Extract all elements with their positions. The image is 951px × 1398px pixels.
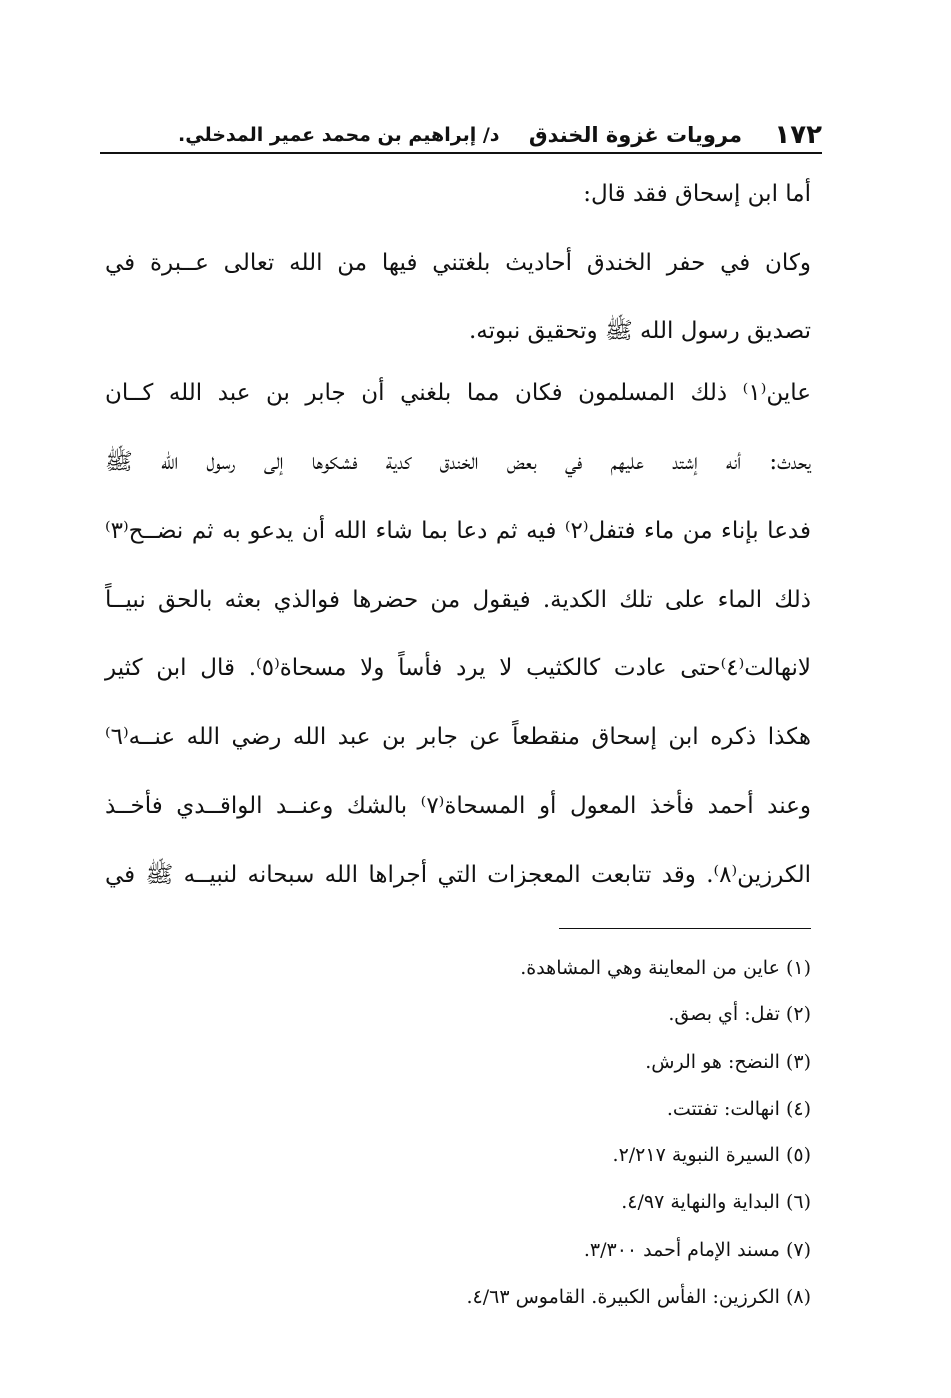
footnote: (٣) النضح: هو الرش.	[645, 1051, 811, 1073]
body-line: ذلك الماء على تلك الكدية. فيقول من حضرها فوالذي بعثه بالحق نبيــاً	[105, 587, 811, 613]
book-title: مرويات غزوة الخندق	[528, 123, 742, 147]
body-line: تصديق رسول الله ﷺ وتحقيق نبوته.	[468, 318, 811, 344]
author-name: د/ إبراهيم بن محمد عمير المدخلي.	[178, 124, 500, 146]
footnote: (٦) البداية والنهاية ٤/٩٧.	[621, 1191, 811, 1213]
body-line: وكان في حفر الخندق أحاديث بلغتني فيها من الله تعالى عــبرة في	[105, 250, 811, 276]
body-line: هكذا ذكره ابن إسحاق منقطعاً عن جابر بن عبد الله رضي الله عنــه⁽٦⁾	[105, 724, 811, 750]
body-line: أما ابن إسحاق فقد قال:	[583, 181, 811, 207]
footnote: (٧) مسند الإمام أحمد ٣/٣٠٠.	[583, 1239, 811, 1261]
body-line: يحدث: أنه إشتد عليهم في بعض الخندق كدية فشكوها إلى رسول الله ﷺ	[105, 449, 811, 475]
footnote-divider	[559, 928, 811, 929]
body-line: وعند أحمد فأخذ المعول أو المسحاة⁽٧⁾ بالشك وعنــد الواقــدي فأخــذ	[105, 793, 811, 819]
page-number: ١٧٢	[774, 120, 822, 150]
running-header	[100, 118, 822, 154]
footnote: (٥) السيرة النبوية ٢/٢١٧.	[612, 1144, 811, 1166]
body-line: لانهالت⁽٤⁾حتى عادت كالكثيب لا يرد فأساً ولا مسحاة⁽٥⁾. قال ابن كثير	[105, 655, 812, 681]
footnote: (٤) انهالت: تفتتت.	[666, 1098, 811, 1120]
footnote: (٢) تفل: أي بصق.	[668, 1003, 811, 1025]
body-line: الكرزين⁽٨⁾. وقد تتابعت المعجزات التي أجراها الله سبحانه لنبيــه ﷺ في	[105, 862, 811, 888]
footnote: (٨) الكرزين: الفأس الكبيرة. القاموس ٤/٦٣.	[466, 1286, 811, 1308]
body-line: فدعا بإناء من ماء فتفل⁽٢⁾ فيه ثم دعا بما شاء الله أن يدعو به ثم نضــح⁽٣⁾	[105, 518, 811, 544]
body-line: عاين⁽١⁾ ذلك المسلمون فكان مما بلغني أن جابر بن عبد الله كــان	[105, 380, 811, 406]
footnote: (١) عاين من المعاينة وهي المشاهدة.	[520, 957, 811, 979]
